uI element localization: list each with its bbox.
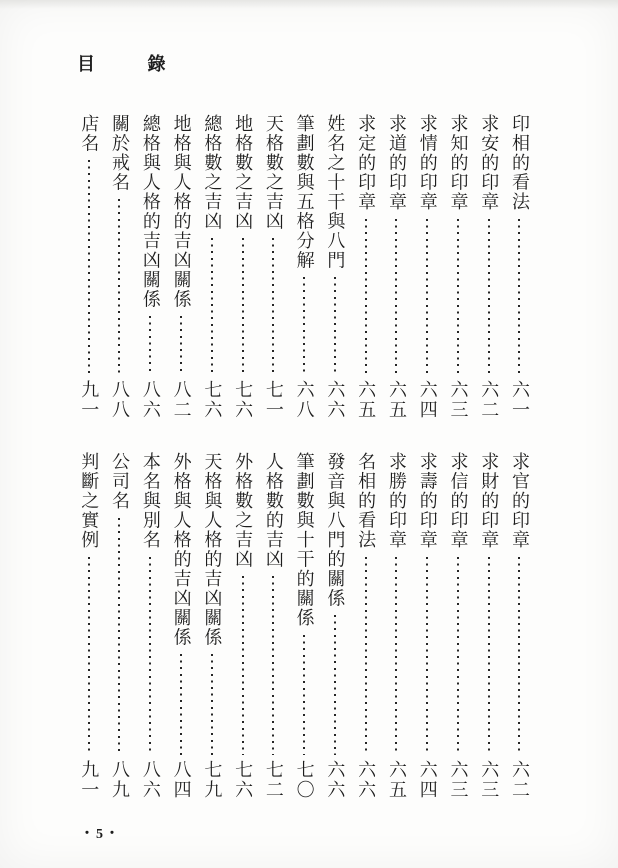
dot-leader [365, 219, 367, 376]
toc-entry [201, 114, 222, 420]
toc-entry-title: 求壽的印章 [417, 452, 438, 550]
toc-entry-title: 求情的印章 [417, 114, 438, 212]
toc-entry-page-number: 六四 [417, 380, 438, 420]
toc-entry-page-number: 八二 [171, 380, 192, 420]
toc-entry-title: 外格與人格的吉凶關係 [171, 452, 192, 647]
dot-leader [180, 654, 182, 755]
dot-leader [303, 277, 305, 375]
dot-leader [149, 316, 151, 375]
toc-entry-title: 地格與人格的吉凶關係 [171, 114, 192, 309]
toc-entry-page-number: 七〇 [294, 760, 315, 800]
toc-entry-title: 求定的印章 [356, 114, 377, 212]
toc-entry [201, 452, 222, 800]
dot-leader [272, 576, 274, 755]
toc-entry-title: 名相的看法 [356, 452, 377, 550]
toc-entry-page-number: 六二 [510, 760, 530, 800]
toc-entry-page-number: 六三 [448, 760, 469, 800]
toc-entry-page-number: 七六 [202, 380, 223, 420]
dot-leader [303, 635, 305, 756]
dot-leader [334, 277, 336, 375]
dot-leader [242, 576, 244, 755]
toc-entry [109, 452, 130, 800]
toc-entry-page-number: 六八 [294, 380, 315, 420]
dot-leader [88, 557, 90, 756]
toc-entry [263, 114, 284, 420]
dot-leader [426, 557, 428, 756]
toc-entry [447, 114, 468, 420]
toc-entry [355, 452, 376, 800]
toc-entry [324, 452, 345, 800]
toc-entry-page-number: 八九 [110, 760, 131, 800]
dot-leader [457, 557, 459, 756]
toc-entry-page-number: 九一 [79, 760, 100, 800]
dot-leader [488, 557, 490, 756]
toc-entry [416, 452, 437, 800]
dot-leader [88, 160, 90, 375]
toc-entry-page-number: 七六 [233, 760, 254, 800]
toc-entry-title: 求官的印章 [510, 452, 530, 550]
dot-leader [211, 238, 213, 375]
toc-entry [386, 452, 407, 800]
toc-entry-title: 求道的印章 [386, 114, 407, 212]
toc-entry-title: 本名與別名 [140, 452, 161, 550]
toc-entry-page-number: 八四 [171, 760, 192, 800]
toc-entry [293, 114, 314, 420]
toc-entry [386, 114, 407, 420]
toc-entry-title: 求安的印章 [479, 114, 500, 212]
dot-leader [211, 654, 213, 755]
toc-block-upper [78, 114, 530, 420]
dot-leader [518, 219, 520, 376]
toc-entry [170, 452, 191, 800]
toc-entry [324, 114, 345, 420]
toc-entry [78, 452, 99, 800]
dot-leader [334, 615, 336, 755]
toc-entry-page-number: 七二 [263, 760, 284, 800]
toc-entry-page-number: 八六 [140, 380, 161, 420]
toc-entry [140, 114, 161, 420]
dot-leader [272, 238, 274, 375]
toc-entry-title: 求信的印章 [448, 452, 469, 550]
toc-entry-page-number: 八六 [140, 760, 161, 800]
toc-entry [355, 114, 376, 420]
toc-entry-page-number: 六五 [386, 760, 407, 800]
toc-entry-page-number: 六一 [510, 380, 530, 420]
dot-leader [395, 557, 397, 756]
toc-entry-title: 外格數之吉凶 [233, 452, 254, 569]
dot-leader [488, 219, 490, 376]
toc-entry-title: 店名 [79, 114, 100, 153]
toc-entry-title: 發音與八門的關係 [325, 452, 346, 608]
toc-entry-page-number: 六三 [479, 760, 500, 800]
toc-entry-title: 筆劃數與五格分解 [294, 114, 315, 270]
dot-leader [149, 557, 151, 756]
toc-entry [509, 114, 530, 420]
dot-leader [118, 199, 120, 375]
dot-leader [118, 518, 120, 756]
toc-entry-title: 總格數之吉凶 [202, 114, 223, 231]
dot-leader [242, 238, 244, 375]
toc-entry-page-number: 六六 [356, 760, 377, 800]
toc-entry-title: 求知的印章 [448, 114, 469, 212]
toc-entry [140, 452, 161, 800]
dot-leader [518, 557, 520, 756]
toc-entry-title: 天格與人格的吉凶關係 [202, 452, 223, 647]
toc-entry-page-number: 六四 [417, 760, 438, 800]
toc-entry-title: 姓名之十干與八門 [325, 114, 346, 270]
dot-leader [426, 219, 428, 376]
toc-entry [170, 114, 191, 420]
toc-entry-page-number: 六二 [479, 380, 500, 420]
page-number: ・5・ [80, 827, 121, 842]
toc-entry [416, 114, 437, 420]
toc-entry-title: 印相的看法 [510, 114, 530, 212]
toc-entry-page-number: 六三 [448, 380, 469, 420]
toc-entry [78, 114, 99, 420]
toc-entry-title: 公司名 [110, 452, 131, 511]
toc-entry [232, 452, 253, 800]
toc-entry-title: 關於戒名 [110, 114, 131, 192]
toc-entry-page-number: 七一 [263, 380, 284, 420]
toc-entry [478, 452, 499, 800]
toc-entry [509, 452, 530, 800]
toc-entry-page-number: 六六 [325, 380, 346, 420]
toc-entry-title: 求財的印章 [479, 452, 500, 550]
toc-entry-page-number: 六五 [386, 380, 407, 420]
toc-entry-title: 地格數之吉凶 [233, 114, 254, 231]
toc-entry-page-number: 七九 [202, 760, 223, 800]
toc-entry-title: 判斷之實例 [79, 452, 100, 550]
toc-entry-page-number: 九一 [79, 380, 100, 420]
page-title: 目 錄 [77, 54, 190, 74]
toc-entry-title: 人格數的吉凶 [263, 452, 284, 569]
dot-leader [395, 219, 397, 376]
toc-entry-page-number: 七六 [233, 380, 254, 420]
toc-entry-page-number: 六五 [356, 380, 377, 420]
dot-leader [365, 557, 367, 756]
toc-entry-title: 天格數之吉凶 [263, 114, 284, 231]
toc-entry [293, 452, 314, 800]
toc-block-lower [78, 452, 530, 800]
dot-leader [457, 219, 459, 376]
toc-entry [478, 114, 499, 420]
toc-entry-page-number: 六六 [325, 760, 346, 800]
dot-leader [180, 316, 182, 375]
toc-entry [232, 114, 253, 420]
toc-entry-title: 求勝的印章 [386, 452, 407, 550]
toc-entry-title: 總格與人格的吉凶關係 [140, 114, 161, 309]
toc-entry-page-number: 八八 [110, 380, 131, 420]
toc-entry [263, 452, 284, 800]
toc-entry [447, 452, 468, 800]
toc-entry [109, 114, 130, 420]
toc-entry-title: 筆劃數與十干的關係 [294, 452, 315, 628]
